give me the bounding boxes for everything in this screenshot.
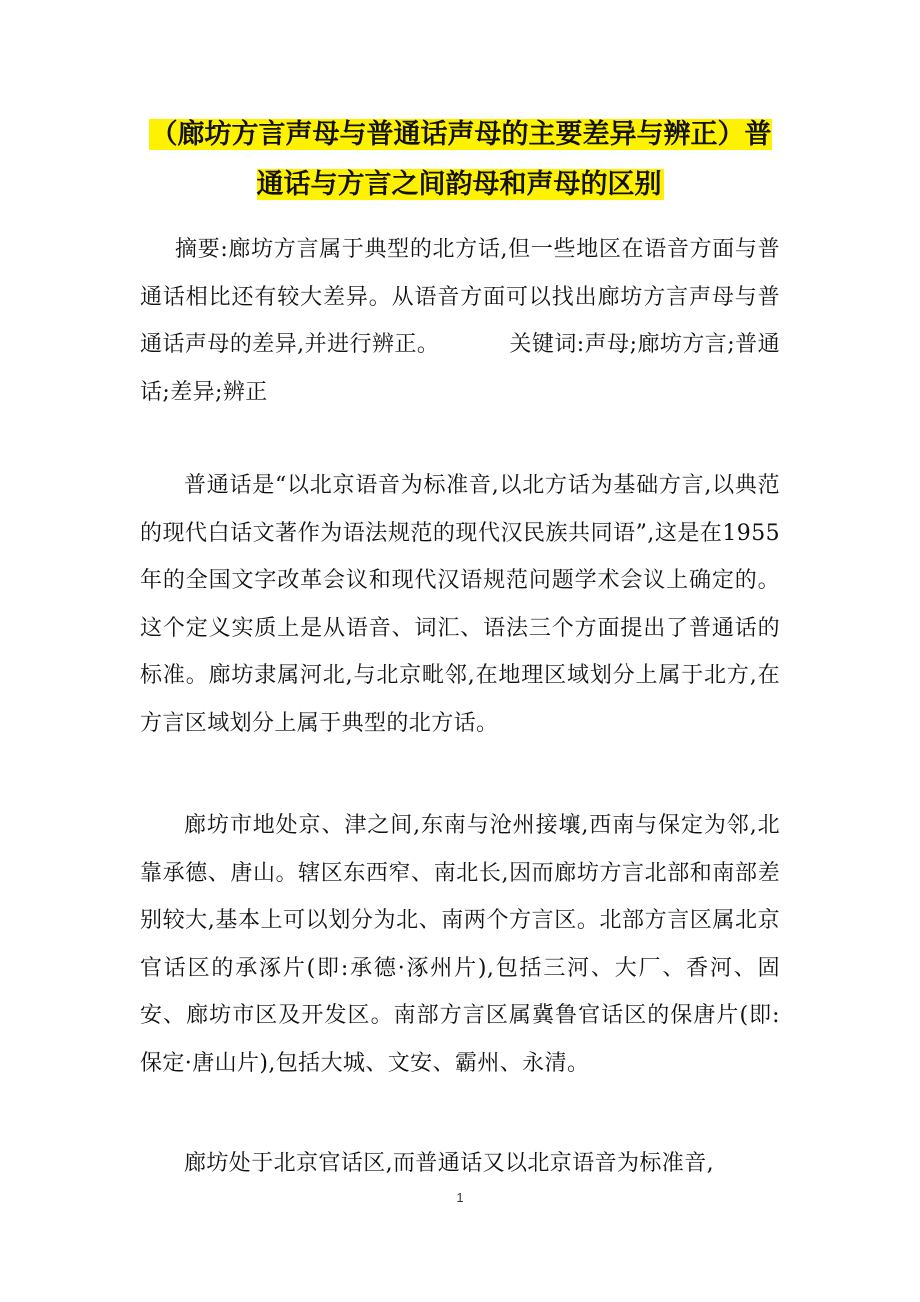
title-highlight: （廊坊方言声母与普通话声母的主要差异与辨正）普通话与方言之间韵母和声母的区别 [150,119,772,200]
paragraph-3: 廊坊处于北京官话区,而普通话又以北京语音为标准音, [184,1151,714,1176]
abstract-text: 摘要:廊坊方言属于典型的北方话,但一些地区在语音方面与普通话相比还有较大差异。从语音方面可以找出廊坊方言声母与普通话声母的差异,并进行辨正。 [140,237,780,357]
paragraph-1: 普通话是“以北京语音为标准音,以北方话为基础方言,以典范的现代白话文著作为语法规范的现代汉民族共同语”,这是在1955年的全国文字改革会议和现代汉语规范问题学术会议上确定的。这个定义实质上是从语音、词汇、语法三个方面提出了普通话的标准。廊坊隶属河北,与北京毗邻,在地理区域划分上属于北方,在方言区域划分上属于典型的北方话。 [140,473,780,736]
abstract-block [140,226,780,416]
page-number: 1 [456,1190,464,1205]
paragraph-2: 廊坊市地处京、津之间,东南与沧州接壤,西南与保定为邻,北靠承德、唐山。辖区东西窄、南北长,因而廊坊方言北部和南部差别较大,基本上可以划分为北、南两个方言区。北部方言区属北京官话区的承涿片(即:承德·涿州片),包括三河、大厂、香河、固安、廊坊市区及开发区。南部方言区属冀鲁官话区的保唐片(即:保定·唐山片),包括大城、文安、霸州、永清。 [140,813,780,1076]
keywords-text: 关键词:声母;廊坊方言;普通话;差异;辨正 [140,332,780,405]
document-title [140,110,780,210]
